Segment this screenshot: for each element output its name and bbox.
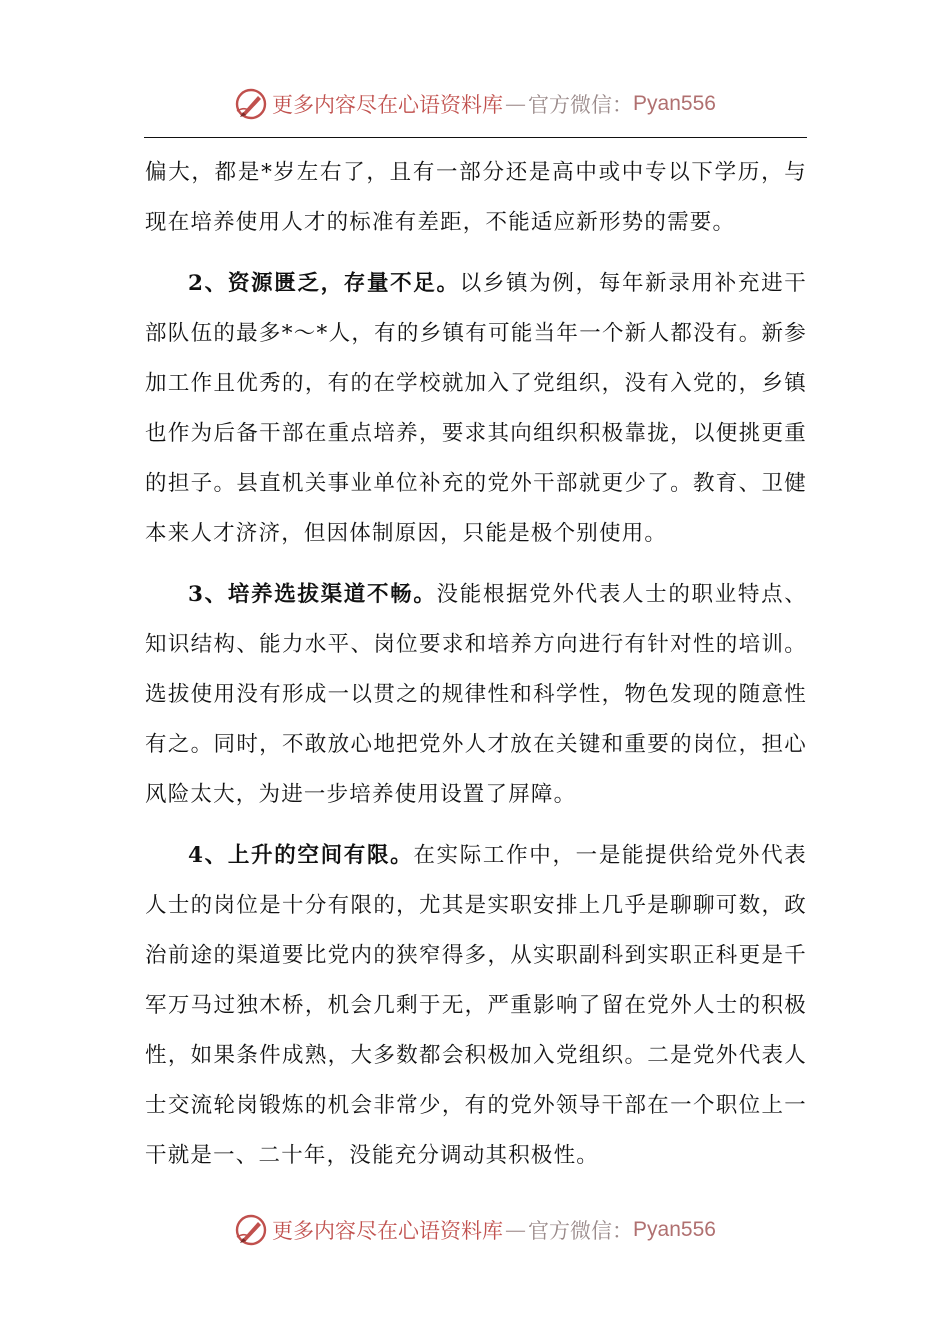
paragraph-heading: 2、资源匮乏，存量不足。	[188, 271, 460, 296]
paragraph-resources	[145, 259, 807, 559]
paragraph-promotion	[145, 831, 807, 1181]
pen-logo-icon	[234, 87, 268, 121]
header-banner	[0, 84, 950, 124]
paragraph-heading: 4、上升的空间有限。	[188, 843, 414, 868]
paragraph-heading: 3、培养选拔渠道不畅。	[188, 582, 437, 607]
footer-banner	[0, 1210, 950, 1250]
paragraph-channels	[145, 570, 807, 820]
document-body	[145, 148, 807, 1181]
banner-title: 更多内容尽在心语资料库	[272, 93, 504, 117]
paragraph-text: 在实际工作中，一是能提供给党外代表人士的岗位是十分有限的，尤其是实职安排上几乎是聊聊可数，政治前途的渠道要比党内的狭窄得多，从实职副科到实职正科更是千军万马过独木桥，机会几剩于无，严重影响了留在党外人士的积极性，如果条件成熟，大多数都会积极加入党组织。二是党外代表人士交流轮岗锻炼的机会非常少，有的党外领导干部在一个职位上一干就是一、二十年，没能充分调动其积极性。	[145, 843, 807, 1168]
banner-separator: —	[505, 92, 527, 116]
paragraph-continuation	[145, 148, 807, 248]
paragraph-text: 以乡镇为例，每年新录用补充进干部队伍的最多*～*人，有的乡镇有可能当年一个新人都没有。新参加工作且优秀的，有的在学校就加入了党组织，没有入党的，乡镇也作为后备干部在重点培养，要求其向组织积极靠拢，以便挑更重的担子。县直机关事业单位补充的党外干部就更少了。教育、卫健本来人才济济，但因体制原因，只能是极个别使用。	[145, 271, 807, 546]
banner-title: 更多内容尽在心语资料库	[272, 1219, 504, 1243]
banner-separator: —	[505, 1218, 527, 1242]
paragraph-text: 偏大，都是*岁左右了，且有一部分还是高中或中专以下学历，与现在培养使用人才的标准有差距，不能适应新形势的需要。	[145, 160, 807, 235]
pen-logo-icon	[234, 1213, 268, 1247]
paragraph-text: 没能根据党外代表人士的职业特点、知识结构、能力水平、岗位要求和培养方向进行有针对性的培训。选拔使用没有形成一以贯之的规律性和科学性，物色发现的随意性有之。同时，不敢放心地把党外人才放在关键和重要的岗位，担心风险太大，为进一步培养使用设置了屏障。	[145, 582, 808, 807]
banner-wechat-id: Pyan556	[633, 1218, 716, 1241]
banner-wechat-id: Pyan556	[633, 92, 716, 115]
banner-wechat-label: 官方微信：	[528, 1219, 634, 1243]
header-divider	[144, 137, 807, 138]
banner-wechat-label: 官方微信：	[528, 93, 634, 117]
